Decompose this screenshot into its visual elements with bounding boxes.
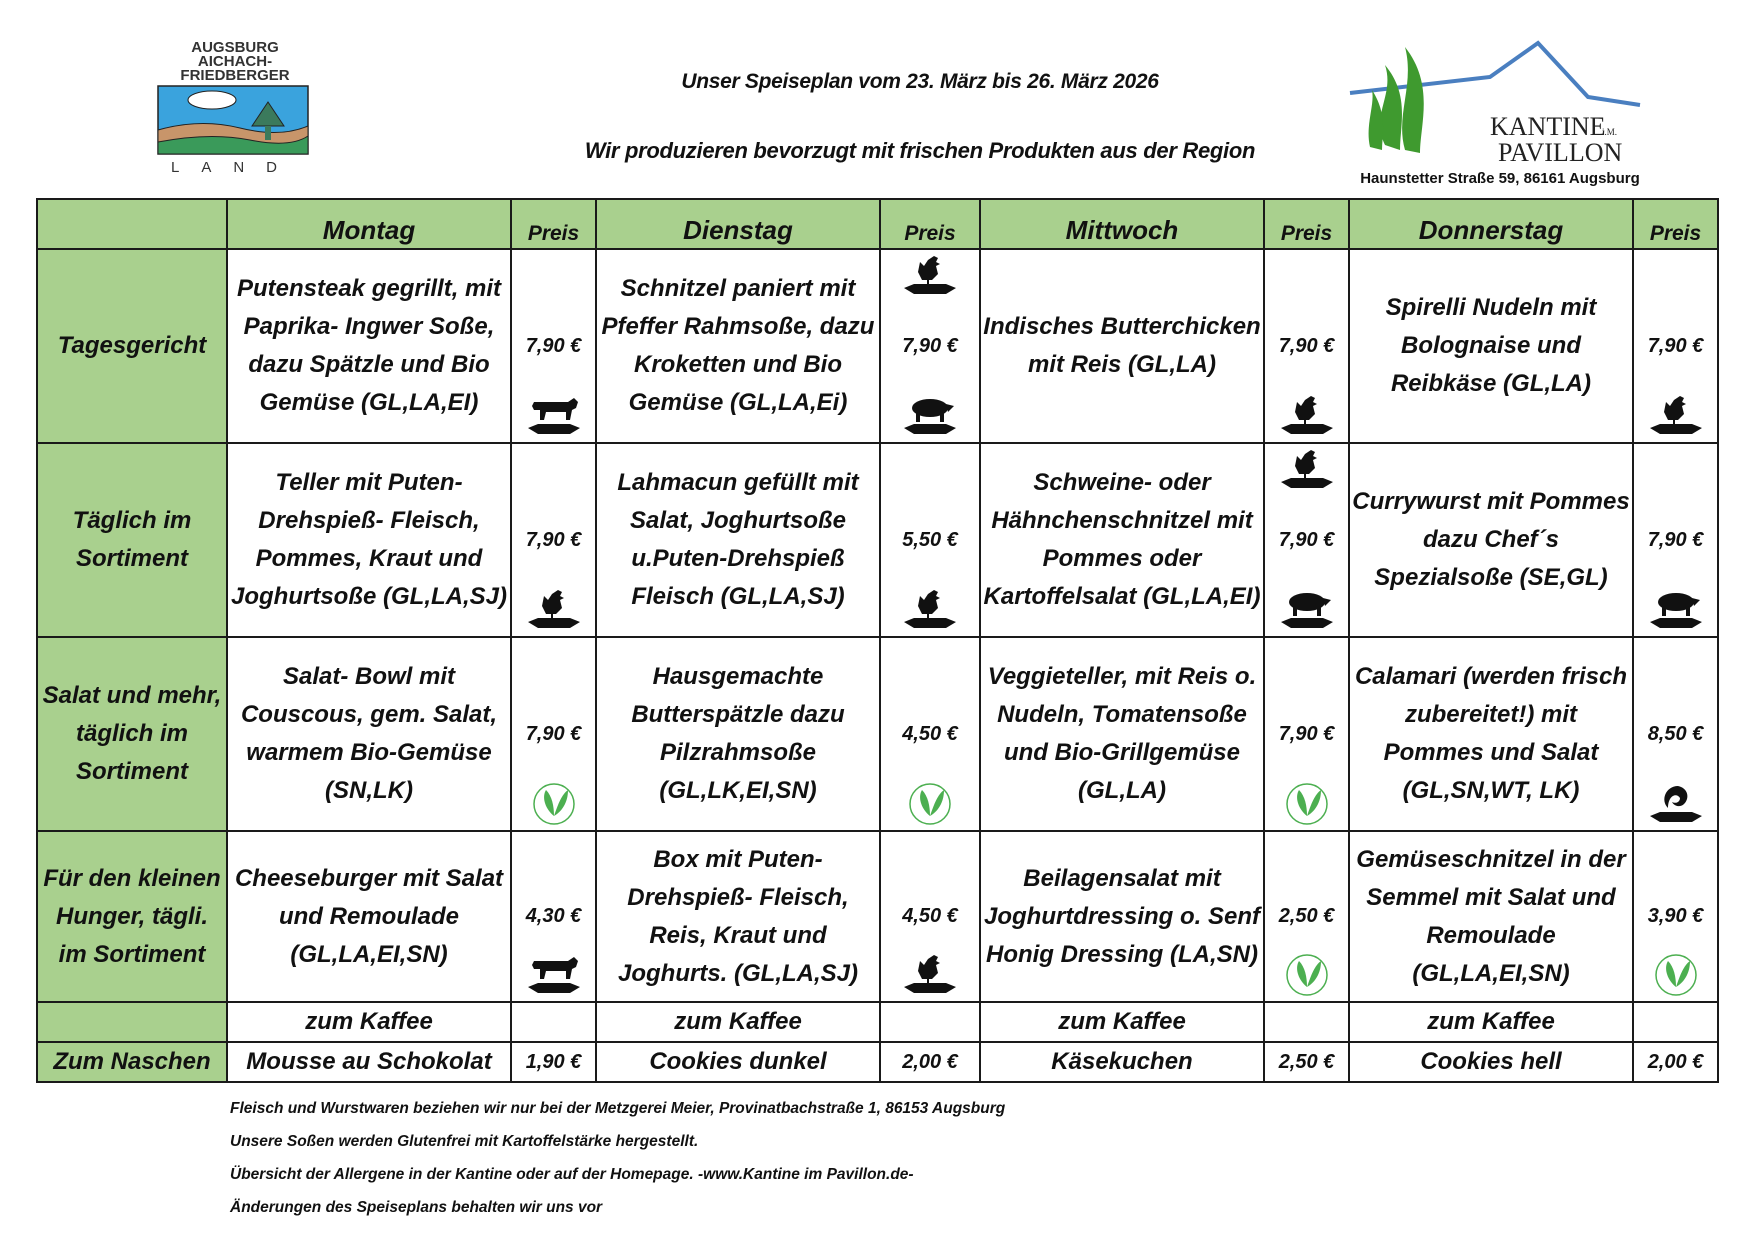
dish-cell: Indisches Butterchicken mit Reis (GL,LA) xyxy=(980,249,1264,443)
note-aenderungen: Änderungen des Speiseplans behalten wir uns vor xyxy=(230,1199,603,1216)
price-cell xyxy=(1633,249,1718,443)
logo-left-line-3: FRIEDBERGER xyxy=(180,67,290,84)
kaffee-label: zum Kaffee xyxy=(596,1002,880,1042)
dish-cell: Beilagensalat mit Joghurtdressing o. Senf Honig Dressing (LA,SN) xyxy=(980,831,1264,1002)
price-cell xyxy=(1264,637,1349,831)
col-header-montag: Montag xyxy=(227,199,511,249)
kantine-pavillon-logo xyxy=(1340,35,1670,175)
table-header-row xyxy=(37,199,1718,249)
price-cell xyxy=(511,249,596,443)
category-label: Täglich im Sortiment xyxy=(37,443,227,637)
augsburg-land-logo xyxy=(150,38,320,178)
chicken-icon xyxy=(899,588,961,632)
vegetarian-icon xyxy=(1645,953,1707,997)
beef-icon xyxy=(523,394,585,438)
price-value: 4,30 € xyxy=(525,905,582,927)
dish-cell: Spirelli Nudeln mit Bolognaise und Reibkäse (GL,LA) xyxy=(1349,249,1633,443)
kaffee-row xyxy=(37,1002,1718,1042)
dessert-cell: Käsekuchen xyxy=(980,1042,1264,1082)
col-header-preis: Preis xyxy=(880,199,980,249)
pork-icon xyxy=(1645,588,1707,632)
empty-price-cell xyxy=(880,1002,980,1042)
price-cell xyxy=(1264,443,1349,637)
price-cell xyxy=(880,249,980,443)
empty-price-cell xyxy=(511,1002,596,1042)
category-label: Salat und mehr, täglich im Sortiment xyxy=(37,637,227,831)
naschen-row xyxy=(37,1042,1718,1082)
empty-price-cell xyxy=(1264,1002,1349,1042)
price-cell xyxy=(880,443,980,637)
price-cell xyxy=(1264,831,1349,1002)
fish-icon xyxy=(1645,782,1707,826)
price-value: 7,90 € xyxy=(1647,528,1704,551)
price-value: 7,90 € xyxy=(525,528,582,551)
vegetarian-icon xyxy=(1276,953,1338,997)
dessert-cell: Cookies dunkel xyxy=(596,1042,880,1082)
pork-icon xyxy=(1276,588,1338,632)
price-cell xyxy=(880,831,980,1002)
note-metzgerei: Fleisch und Wurstwaren beziehen wir nur bei der Metzgerei Meier, Provinatbachstraße 1, 86153 Augsburg xyxy=(230,1100,1006,1117)
category-label: Zum Naschen xyxy=(37,1042,227,1082)
note-sossen: Unsere Soßen werden Glutenfrei mit Kartoffelstärke hergestellt. xyxy=(230,1133,699,1150)
dessert-cell: Mousse au Schokolat xyxy=(227,1042,511,1082)
category-label: Tagesgericht xyxy=(37,249,227,443)
menu-row xyxy=(37,637,1718,831)
dish-cell: Salat- Bowl mit Couscous, gem. Salat, warmem Bio-Gemüse (SN,LK) xyxy=(227,637,511,831)
dish-cell: Box mit Puten- Drehspieß- Fleisch, Reis, Kraut und Joghurts. (GL,LA,SJ) xyxy=(596,831,880,1002)
dish-cell: Cheeseburger mit Salat und Remoulade (GL,LA,EI,SN) xyxy=(227,831,511,1002)
price-cell xyxy=(1264,249,1349,443)
dish-cell: Putensteak gegrillt, mit Paprika- Ingwer Soße, dazu Spätzle und Bio Gemüse (GL,LA,EI) xyxy=(227,249,511,443)
price-value: 2,50 € xyxy=(1264,1042,1349,1082)
price-cell xyxy=(880,637,980,831)
price-value: 7,90 € xyxy=(1647,334,1704,357)
price-value: 2,00 € xyxy=(1633,1042,1718,1082)
col-header-dienstag: Dienstag xyxy=(596,199,880,249)
dish-cell: Schweine- oder Hähnchenschnitzel mit Pommes oder Kartoffelsalat (GL,LA,EI) xyxy=(980,443,1264,637)
note-allergene: Übersicht der Allergene in der Kantine oder auf der Homepage. -www.Kantine im Pavillon.de- xyxy=(230,1166,914,1183)
menu-row xyxy=(37,831,1718,1002)
dessert-cell: Cookies hell xyxy=(1349,1042,1633,1082)
price-value: 8,50 € xyxy=(1647,722,1704,745)
logo-right-pavillon: PAVILLON xyxy=(1498,138,1623,167)
price-cell xyxy=(1633,831,1718,1002)
chicken-icon xyxy=(899,953,961,997)
price-value: 2,50 € xyxy=(1278,905,1335,927)
price-value: 4,50 € xyxy=(902,905,958,927)
col-header-mittwoch: Mittwoch xyxy=(980,199,1264,249)
footer-notes xyxy=(230,1092,1005,1224)
chicken-icon xyxy=(1645,394,1707,438)
col-header-donnerstag: Donnerstag xyxy=(1349,199,1633,249)
price-value: 7,90 € xyxy=(1278,528,1335,551)
price-value: 7,90 € xyxy=(1278,334,1335,357)
pork-icon xyxy=(899,394,961,438)
price-value: 1,90 € xyxy=(511,1042,596,1082)
empty-price-cell xyxy=(1633,1002,1718,1042)
price-value: 3,90 € xyxy=(1647,905,1704,927)
page-title: Unser Speiseplan vom 23. März bis 26. März 2026 xyxy=(681,70,1159,93)
logo-right-im: i.M. xyxy=(1602,127,1618,137)
price-cell xyxy=(511,637,596,831)
menu-row xyxy=(37,443,1718,637)
col-header-preis: Preis xyxy=(1633,199,1718,249)
kaffee-label: zum Kaffee xyxy=(227,1002,511,1042)
category-label: Für den kleinen Hunger, tägli. im Sortiment xyxy=(37,831,227,1002)
logo-right-kantine: KANTINE xyxy=(1490,112,1606,141)
price-value: 4,50 € xyxy=(902,722,958,745)
dish-cell: Veggieteller, mit Reis o. Nudeln, Tomatensoße und Bio-Grillgemüse (GL,LA) xyxy=(980,637,1264,831)
page-subtitle: Wir produzieren bevorzugt mit frischen Produkten aus der Region xyxy=(584,138,1256,163)
dish-cell: Gemüseschnitzel in der Semmel mit Salat und Remoulade (GL,LA,EI,SN) xyxy=(1349,831,1633,1002)
chicken-icon xyxy=(1276,448,1338,492)
price-cell xyxy=(511,443,596,637)
price-value: 2,00 € xyxy=(880,1042,980,1082)
category-label xyxy=(37,1002,227,1042)
vegetarian-icon xyxy=(1276,782,1338,826)
chicken-icon xyxy=(1276,394,1338,438)
price-value: 7,90 € xyxy=(525,722,582,745)
menu-table xyxy=(36,198,1719,1083)
vegetarian-icon xyxy=(899,782,961,826)
dish-cell: Hausgemachte Butterspätzle dazu Pilzrahmsoße (GL,LK,EI,SN) xyxy=(596,637,880,831)
chicken-icon xyxy=(899,254,961,298)
dish-cell: Schnitzel paniert mit Pfeffer Rahmsoße, dazu Kroketten und Bio Gemüse (GL,LA,Ei) xyxy=(596,249,880,443)
price-value: 7,90 € xyxy=(525,334,582,357)
price-value: 5,50 € xyxy=(902,528,958,551)
menu-row xyxy=(37,249,1718,443)
kaffee-label: zum Kaffee xyxy=(980,1002,1264,1042)
dish-cell: Calamari (werden frisch zubereitet!) mit Pommes und Salat (GL,SN,WT, LK) xyxy=(1349,637,1633,831)
dish-cell: Lahmacun gefüllt mit Salat, Joghurtsoße u.Puten-Drehspieß Fleisch (GL,LA,SJ) xyxy=(596,443,880,637)
vegetarian-icon xyxy=(523,782,585,826)
kaffee-label: zum Kaffee xyxy=(1349,1002,1633,1042)
logo-left-line-4: LAND xyxy=(170,159,300,176)
price-value: 7,90 € xyxy=(902,334,958,357)
header-corner xyxy=(37,199,227,249)
price-cell xyxy=(1633,443,1718,637)
price-cell xyxy=(511,831,596,1002)
dish-cell: Teller mit Puten- Drehspieß- Fleisch, Pommes, Kraut und Joghurtsoße (GL,LA,SJ) xyxy=(227,443,511,637)
logo-left-line-2: AICHACH- xyxy=(197,53,273,70)
col-header-preis: Preis xyxy=(511,199,596,249)
address: Haunstetter Straße 59, 86161 Augsburg xyxy=(1360,170,1640,187)
price-value: 7,90 € xyxy=(1278,722,1335,745)
dish-cell: Currywurst mit Pommes dazu Chef´s Spezialsoße (SE,GL) xyxy=(1349,443,1633,637)
col-header-preis: Preis xyxy=(1264,199,1349,249)
price-cell xyxy=(1633,637,1718,831)
chicken-icon xyxy=(523,588,585,632)
logo-left-line-1: AUGSBURG xyxy=(191,39,279,56)
beef-icon xyxy=(523,953,585,997)
